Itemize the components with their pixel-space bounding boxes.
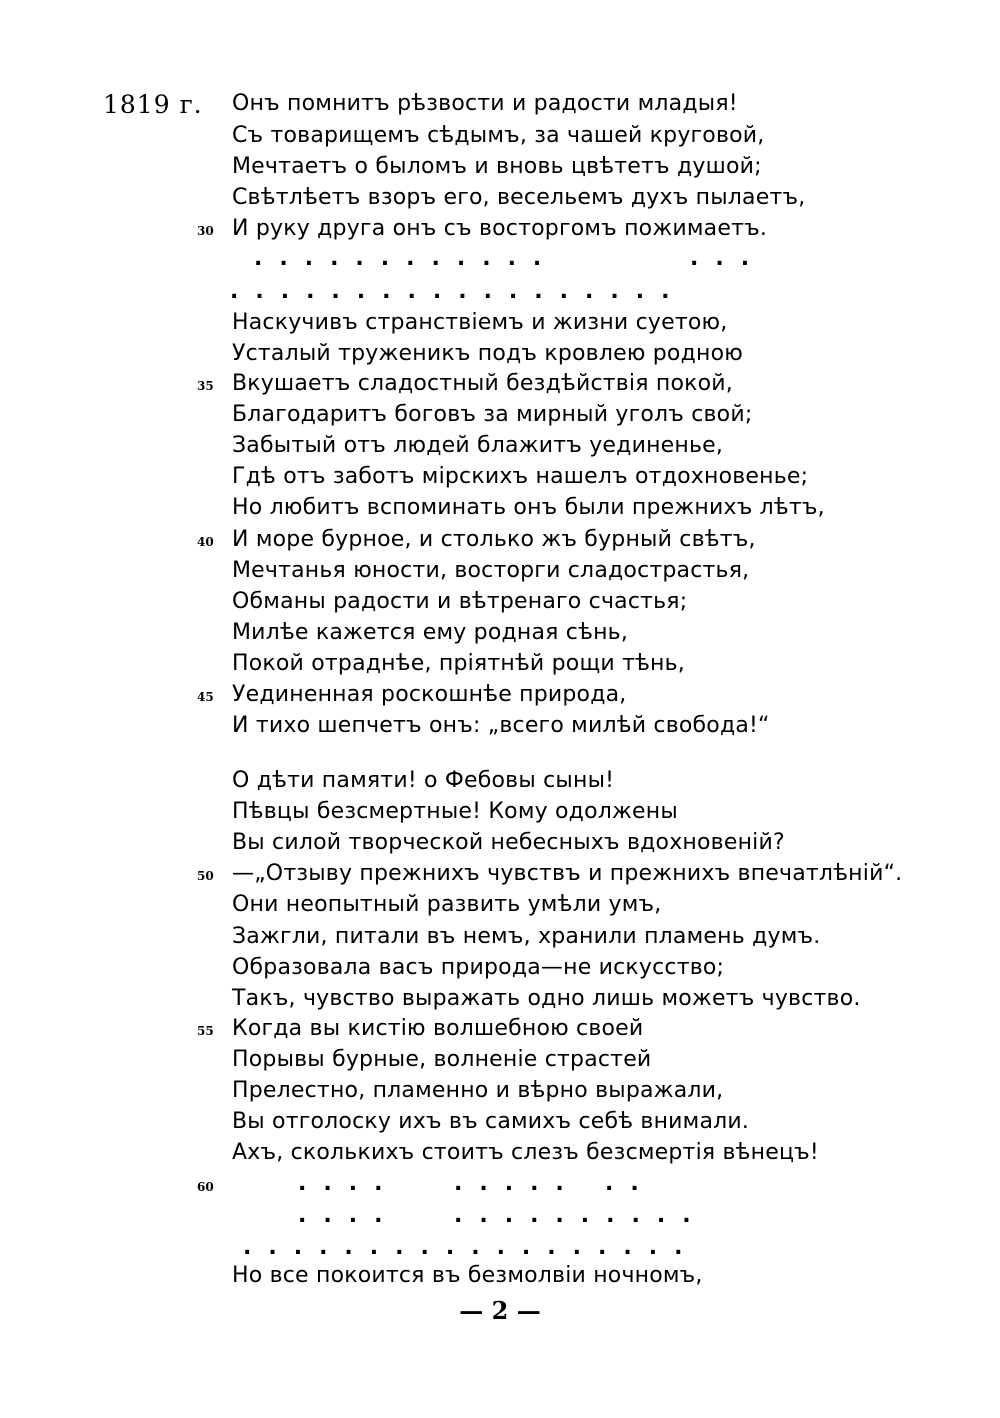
- omission-dots: ..................: [243, 1235, 700, 1260]
- line-number: 60: [197, 1180, 214, 1194]
- verse-line: Обманы радости и вѣтренаго счастья;: [232, 589, 688, 614]
- omission-dots: ...: [690, 246, 767, 271]
- verse-line: Онъ помнитъ рѣзвости и радости младыя!: [232, 91, 738, 116]
- omission-dots: ..........: [454, 1203, 708, 1228]
- verse-line: Милѣе кажется ему родная сѣнь,: [232, 620, 629, 645]
- line-number: 30: [197, 224, 214, 238]
- page-number: — 2 —: [459, 1296, 541, 1325]
- verse-line: Вы силой творческой небесныхъ вдохновеній?: [232, 830, 785, 855]
- verse-line: Такъ, чувство выражать одно лишь можетъ чувство.: [232, 986, 861, 1011]
- verse-line: Гдѣ отъ заботъ мірскихъ нашелъ отдохновенье;: [232, 464, 809, 489]
- verse-line: Пѣвцы безсмертные! Кому одолжены: [232, 799, 678, 824]
- line-number: 35: [197, 379, 214, 393]
- line-number: 45: [197, 690, 214, 704]
- line-number: 55: [197, 1024, 214, 1038]
- verse-line: Но любитъ вспоминать онъ были прежнихъ лѣтъ,: [232, 495, 825, 520]
- verse-line: —„Отзыву прежнихъ чувствъ и прежнихъ впечатлѣній“.: [232, 861, 903, 886]
- omission-dots: .....: [454, 1171, 581, 1196]
- line-number: 50: [197, 869, 214, 883]
- omission-dots: ............: [254, 246, 559, 271]
- verse-line: Благодаритъ боговъ за мирный уголъ свой;: [232, 402, 753, 427]
- verse-line: Наскучивъ странствіемъ и жизни суетою,: [232, 310, 728, 335]
- verse-line: Когда вы кистію волшебною своей: [232, 1016, 644, 1041]
- verse-line: Ахъ, сколькихъ стоитъ слезъ безсмертія вѣнецъ!: [232, 1140, 819, 1165]
- verse-line-final: Но все покоится въ безмолвіи ночномъ,: [232, 1263, 703, 1288]
- verse-line: И море бурное, и столько жъ бурный свѣтъ,: [232, 527, 756, 552]
- verse-line: Вы отголоску ихъ въ самихъ себѣ внимали.: [232, 1109, 750, 1134]
- verse-line: Усталый труженикъ подъ кровлею родною: [232, 341, 743, 366]
- year-label: 1819 г.: [103, 90, 203, 119]
- verse-line: Вкушаетъ сладостный бездѣйствія покой,: [232, 371, 733, 396]
- omission-dots: ..: [605, 1171, 656, 1196]
- verse-line: И тихо шепчетъ онъ: „всего милѣй свобода!“: [232, 713, 770, 738]
- verse-line: Зажгли, питали въ немъ, хранили пламень думъ.: [232, 924, 821, 949]
- verse-line: Уединенная роскошнѣе природа,: [232, 682, 627, 707]
- verse-line: Они неопытный развить умѣли умъ,: [232, 892, 662, 917]
- omission-dots: ....: [298, 1203, 400, 1228]
- verse-line: Образовала васъ природа—не искусство;: [232, 955, 725, 980]
- verse-line: Съ товарищемъ сѣдымъ, за чашей круговой,: [232, 123, 765, 148]
- verse-line: Прелестно, пламенно и вѣрно выражали,: [232, 1078, 724, 1103]
- verse-line: Забытый отъ людей блажитъ уединенье,: [232, 433, 724, 458]
- verse-line: Порывы бурные, волненіе страстей: [232, 1047, 652, 1072]
- line-number: 40: [197, 535, 214, 549]
- verse-line: Мечтанья юности, восторги сладострастья,: [232, 558, 750, 583]
- verse-line: Свѣтлѣетъ взоръ его, весельемъ духъ пылаетъ,: [232, 185, 806, 210]
- verse-line: О дѣти памяти! о Фебовы сыны!: [232, 768, 615, 793]
- verse-line: И руку друга онъ съ восторгомъ пожимаетъ.: [232, 216, 768, 241]
- verse-line: Мечтаетъ о быломъ и вновь цвѣтетъ душой;: [232, 154, 762, 179]
- omission-dots: ..................: [230, 279, 687, 304]
- omission-dots: ....: [298, 1171, 400, 1196]
- verse-line: Покой отраднѣе, пріятнѣй рощи тѣнь,: [232, 651, 686, 676]
